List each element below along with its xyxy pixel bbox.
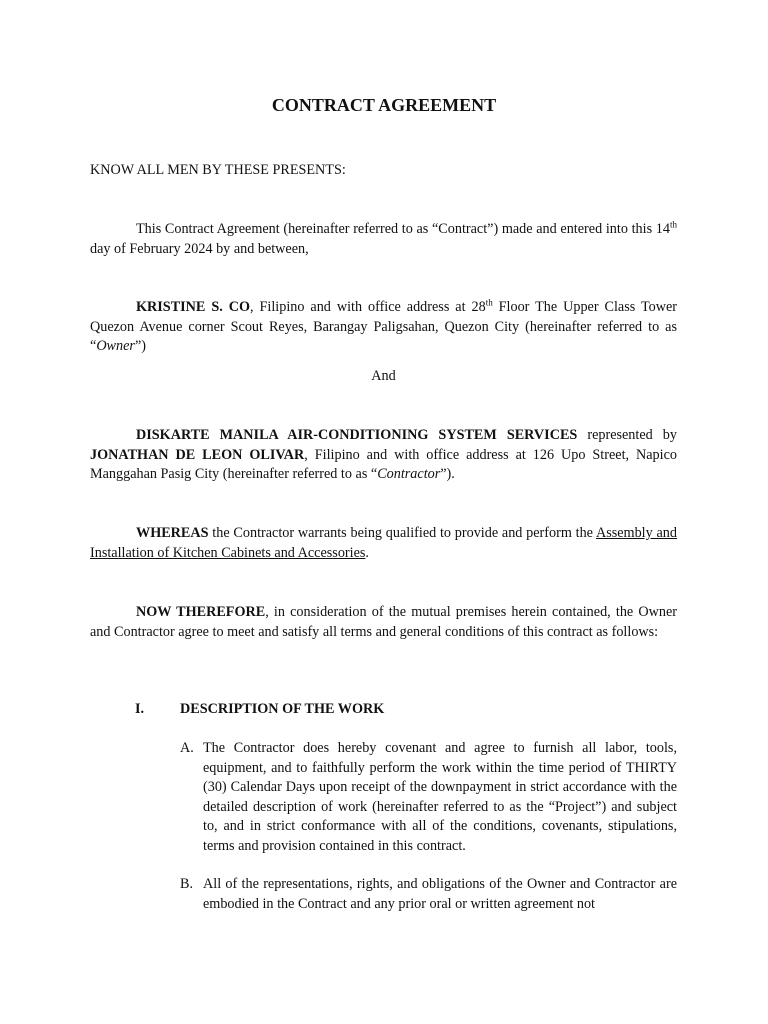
- section-heading: DESCRIPTION OF THE WORK: [180, 701, 385, 717]
- now-therefore-text: , in consideration of the mutual premises herein contained, the Owner and Contractor agree to meet and satisfy all terms and general conditions of this contract as follows:: [90, 604, 677, 640]
- work-scope: Assembly and Installation of Kitchen Cabinets and Accessories: [90, 525, 677, 561]
- whereas-label: WHEREAS: [136, 525, 209, 541]
- item-letter: A.: [180, 740, 194, 756]
- list-item: [180, 739, 677, 856]
- now-therefore-paragraph: [90, 603, 677, 642]
- item-letter: B.: [180, 876, 194, 892]
- preamble-text: This Contract Agreement (hereinafter referred to as “Contract”) made and entered into this 14: [136, 221, 670, 237]
- item-text: The Contractor does hereby covenant and agree to furnish all labor, tools, equipment, and to faithfully perform the work within the time period of THIRTY (30) Calendar Days upon receipt of the downpayment in strict accordance with the detailed description of work (hereinafter referred to as the “Project”) and subject to, and in strict conformance with all of the conditions, covenants, stipulations, terms and provision contained in this contract.: [203, 740, 677, 854]
- list-item: [180, 875, 677, 914]
- contractor-role: Contractor: [377, 466, 441, 482]
- contractor-address: , Filipino and with office address at 126 Upo Street, Napico Manggahan Pasig City (hereinafter referred to as “: [90, 446, 677, 482]
- owner-address-b: Floor The Upper Class Tower Quezon Avenue corner Scout Reyes, Barangay Paligsahan, Quezon City (hereinafter referred to as “: [90, 299, 677, 354]
- owner-name: KRISTINE S. CO: [136, 299, 251, 315]
- owner-address-a: , Filipino and with office address at 28: [250, 299, 486, 315]
- contractor-represented-by: represented by: [577, 427, 677, 443]
- whereas-paragraph: [90, 524, 677, 563]
- document-title: CONTRACT AGREEMENT: [271, 95, 497, 115]
- owner-paragraph: [90, 298, 677, 357]
- contractor-person: JONATHAN DE LEON OLIVAR: [90, 446, 305, 463]
- contractor-company: DISKARTE MANILA AIR-CONDITIONING SYSTEM SERVICES: [136, 427, 578, 443]
- ordinal-suffix: th: [669, 219, 677, 230]
- section-number: I.: [135, 701, 145, 717]
- and-separator: And: [371, 368, 396, 384]
- whereas-text: the Contractor warrants being qualified to provide and perform the: [208, 525, 596, 541]
- floor-ordinal-suffix: th: [485, 297, 493, 308]
- contractor-close: ”).: [440, 466, 455, 482]
- now-therefore-label: NOW THEREFORE: [136, 604, 266, 620]
- contractor-paragraph: [90, 426, 677, 485]
- intro-line: KNOW ALL MEN BY THESE PRESENTS:: [90, 162, 346, 178]
- item-text: All of the representations, rights, and obligations of the Owner and Contractor are embodied in the Contract and any prior oral or written agreement not: [203, 876, 677, 912]
- preamble-text-end: day of February 2024 by and between,: [90, 240, 309, 257]
- preamble-paragraph: [90, 220, 677, 259]
- owner-close: ”): [134, 338, 146, 354]
- owner-role: Owner: [96, 338, 135, 354]
- whereas-end: .: [365, 544, 369, 561]
